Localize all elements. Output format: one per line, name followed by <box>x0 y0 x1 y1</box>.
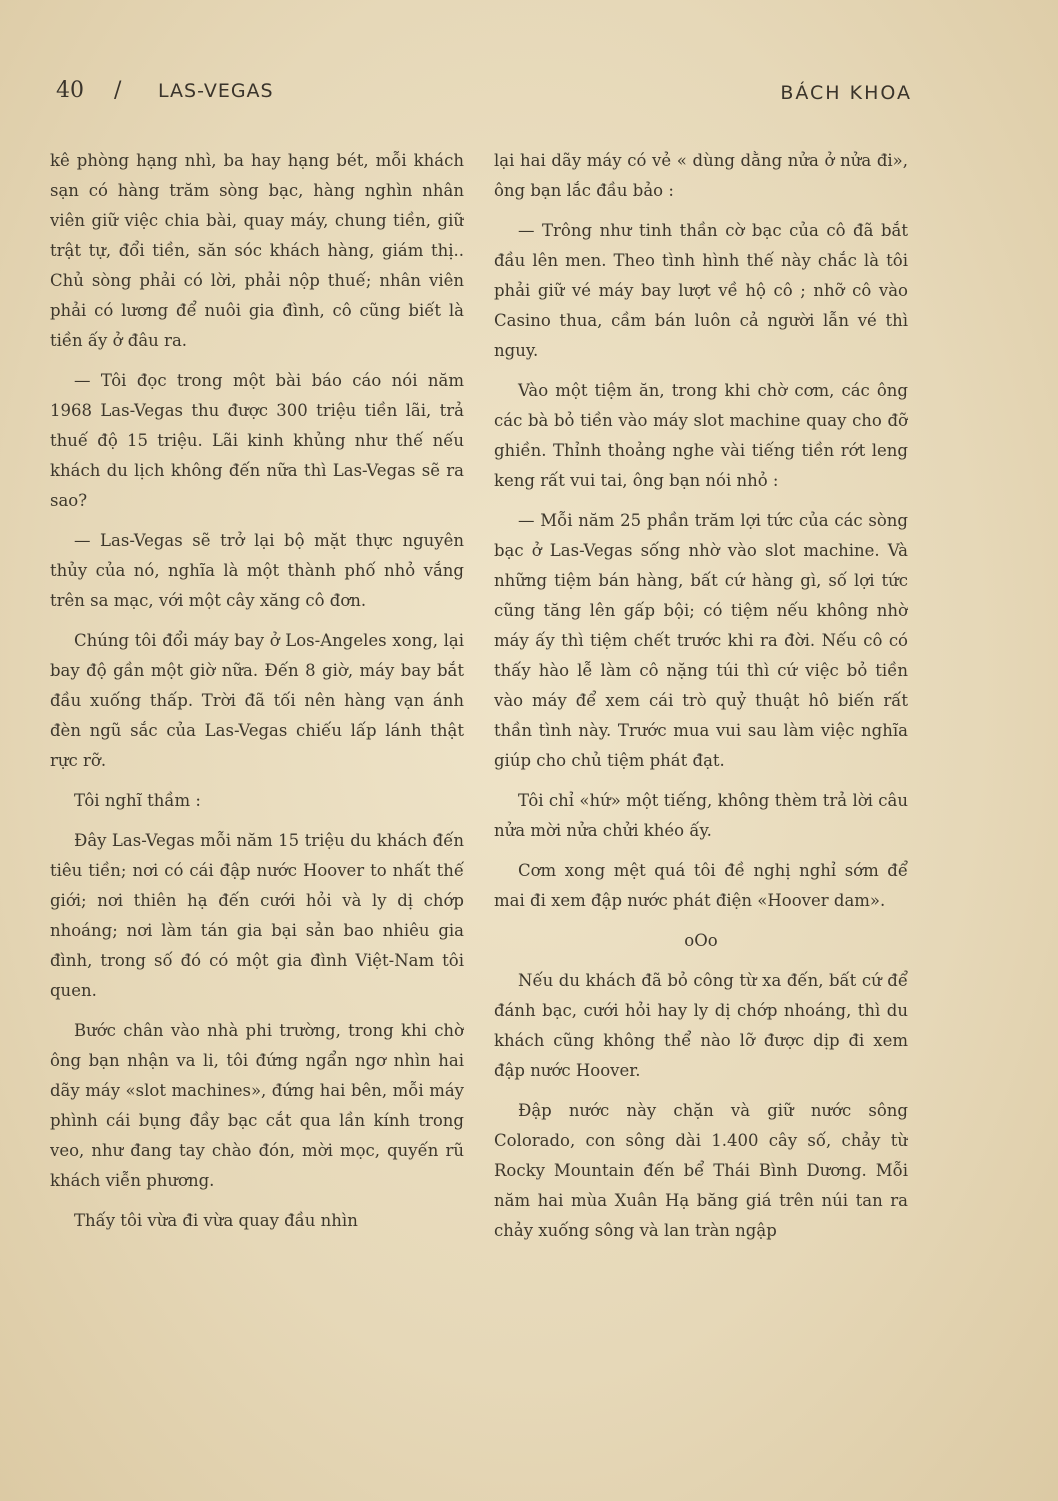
paragraph: — Tôi đọc trong một bài báo cáo nói năm 1968 Las-Vegas thu được 300 triệu tiền lãi, trả thuế độ 15 triệu. Lãi kinh khủng như thế nếu khách du lịch không đến nữa thì Las-Vegas sẽ ra sao? <box>50 371 464 510</box>
paragraph: Tôi nghĩ thầm : <box>74 791 201 810</box>
paragraph: Bước chân vào nhà phi trường, trong khi chờ ông bạn nhận va li, tôi đứng ngẩn ngơ nhìn hai dãy máy «slot machines», đứng hai bên, mỗi máy phình cái bụng đầy bạc cắt qua lần kính trong veo, như đang tay chào đón, mời mọc, quyến rũ khách viễn phương. <box>50 1021 464 1190</box>
right-column <box>494 146 908 1446</box>
journal-title: BÁCH KHOA <box>780 82 912 104</box>
paragraph: — Mỗi năm 25 phần trăm lợi tức của các sòng bạc ở Las-Vegas sống nhờ vào slot machine. Và những tiệm bán hàng, bất cứ hàng gì, số lợi tức cũng tăng lên gấp bội; có tiệm nếu không nhờ máy ấy thì tiệm chết trước khi ra đời. Nếu cô có thấy hào lễ làm cô nặng túi thì cứ việc bỏ tiền vào máy để xem cái trò quỷ thuật hô biến rất thần tình này. Trước mua vui sau làm việc nghĩa giúp cho chủ tiệm phát đạt. <box>494 511 908 770</box>
paragraph: — Trông như tinh thần cờ bạc của cô đã bắt đầu lên men. Theo tình hình thế này chắc là tôi phải giữ vé máy bay lượt về hộ cô ; nhỡ cô vào Casino thua, cầm bán luôn cả người lẫn vé thì nguy. <box>494 221 908 360</box>
paragraph: Cơm xong mệt quá tôi đề nghị nghỉ sớm để mai đi xem đập nước phát điện «Hoover dam». <box>494 861 908 910</box>
page-number: 40 <box>56 78 84 103</box>
running-title: LAS-VEGAS <box>158 80 274 102</box>
paragraph: kê phòng hạng nhì, ba hay hạng bét, mỗi khách sạn có hàng trăm sòng bạc, hàng nghìn nhân viên giữ việc chia bài, quay máy, chung tiền, giữ trật tự, đổi tiền, săn sóc khách hàng, giám thị.. Chủ sòng phải có lời, phải nộp thuế; nhân viên phải có lương để nuôi gia đình, cô cũng biết là tiền ấy ở đâu ra. <box>50 151 464 350</box>
section-divider: oOo <box>684 931 718 950</box>
paragraph: lại hai dãy máy có vẻ « dùng dằng nửa ở nửa đi», ông bạn lắc đầu bảo : <box>494 151 908 200</box>
paragraph: — Las-Vegas sẽ trở lại bộ mặt thực nguyên thủy của nó, nghĩa là một thành phố nhỏ vắng trên sa mạc, với một cây xăng cô đơn. <box>50 531 464 610</box>
paragraph: Nếu du khách đã bỏ công từ xa đến, bất cứ để đánh bạc, cưới hỏi hay ly dị chớp nhoáng, thì du khách cũng không thể nào lỡ được dịp đi xem đập nước Hoover. <box>494 971 908 1080</box>
page-header <box>56 78 912 114</box>
paragraph: Thấy tôi vừa đi vừa quay đầu nhìn <box>74 1211 358 1230</box>
paragraph: Tôi chỉ «hứ» một tiếng, không thèm trả lời câu nửa mời nửa chửi khéo ấy. <box>494 791 908 840</box>
paragraph: Đây Las-Vegas mỗi năm 15 triệu du khách đến tiêu tiền; nơi có cái đập nước Hoover to nhất thế giới; nơi thiên hạ đến cưới hỏi và ly dị chớp nhoáng; nơi làm tán gia bại sản bao nhiêu gia đình, trong số đó có một gia đình Việt-Nam tôi quen. <box>50 831 464 1000</box>
paragraph: Đập nước này chặn và giữ nước sông Colorado, con sông dài 1.400 cây số, chảy từ Rocky Mountain đến bể Thái Bình Dương. Mỗi năm hai mùa Xuân Hạ băng giá trên núi tan ra chảy xuống sông và lan tràn ngập <box>494 1101 908 1240</box>
left-column <box>50 146 464 1446</box>
paragraph: Chúng tôi đổi máy bay ở Los-Angeles xong, lại bay độ gần một giờ nữa. Đến 8 giờ, máy bay bắt đầu xuống thấp. Trời đã tối nên hàng vạn ánh đèn ngũ sắc của Las-Vegas chiếu lấp lánh thật rực rỡ. <box>50 631 464 770</box>
paragraph: Vào một tiệm ăn, trong khi chờ cơm, các ông các bà bỏ tiền vào máy slot machine quay cho đỡ ghiền. Thỉnh thoảng nghe vài tiếng tiền rớt leng keng rất vui tai, ông bạn nói nhỏ : <box>494 381 908 490</box>
header-separator: / <box>114 78 122 103</box>
